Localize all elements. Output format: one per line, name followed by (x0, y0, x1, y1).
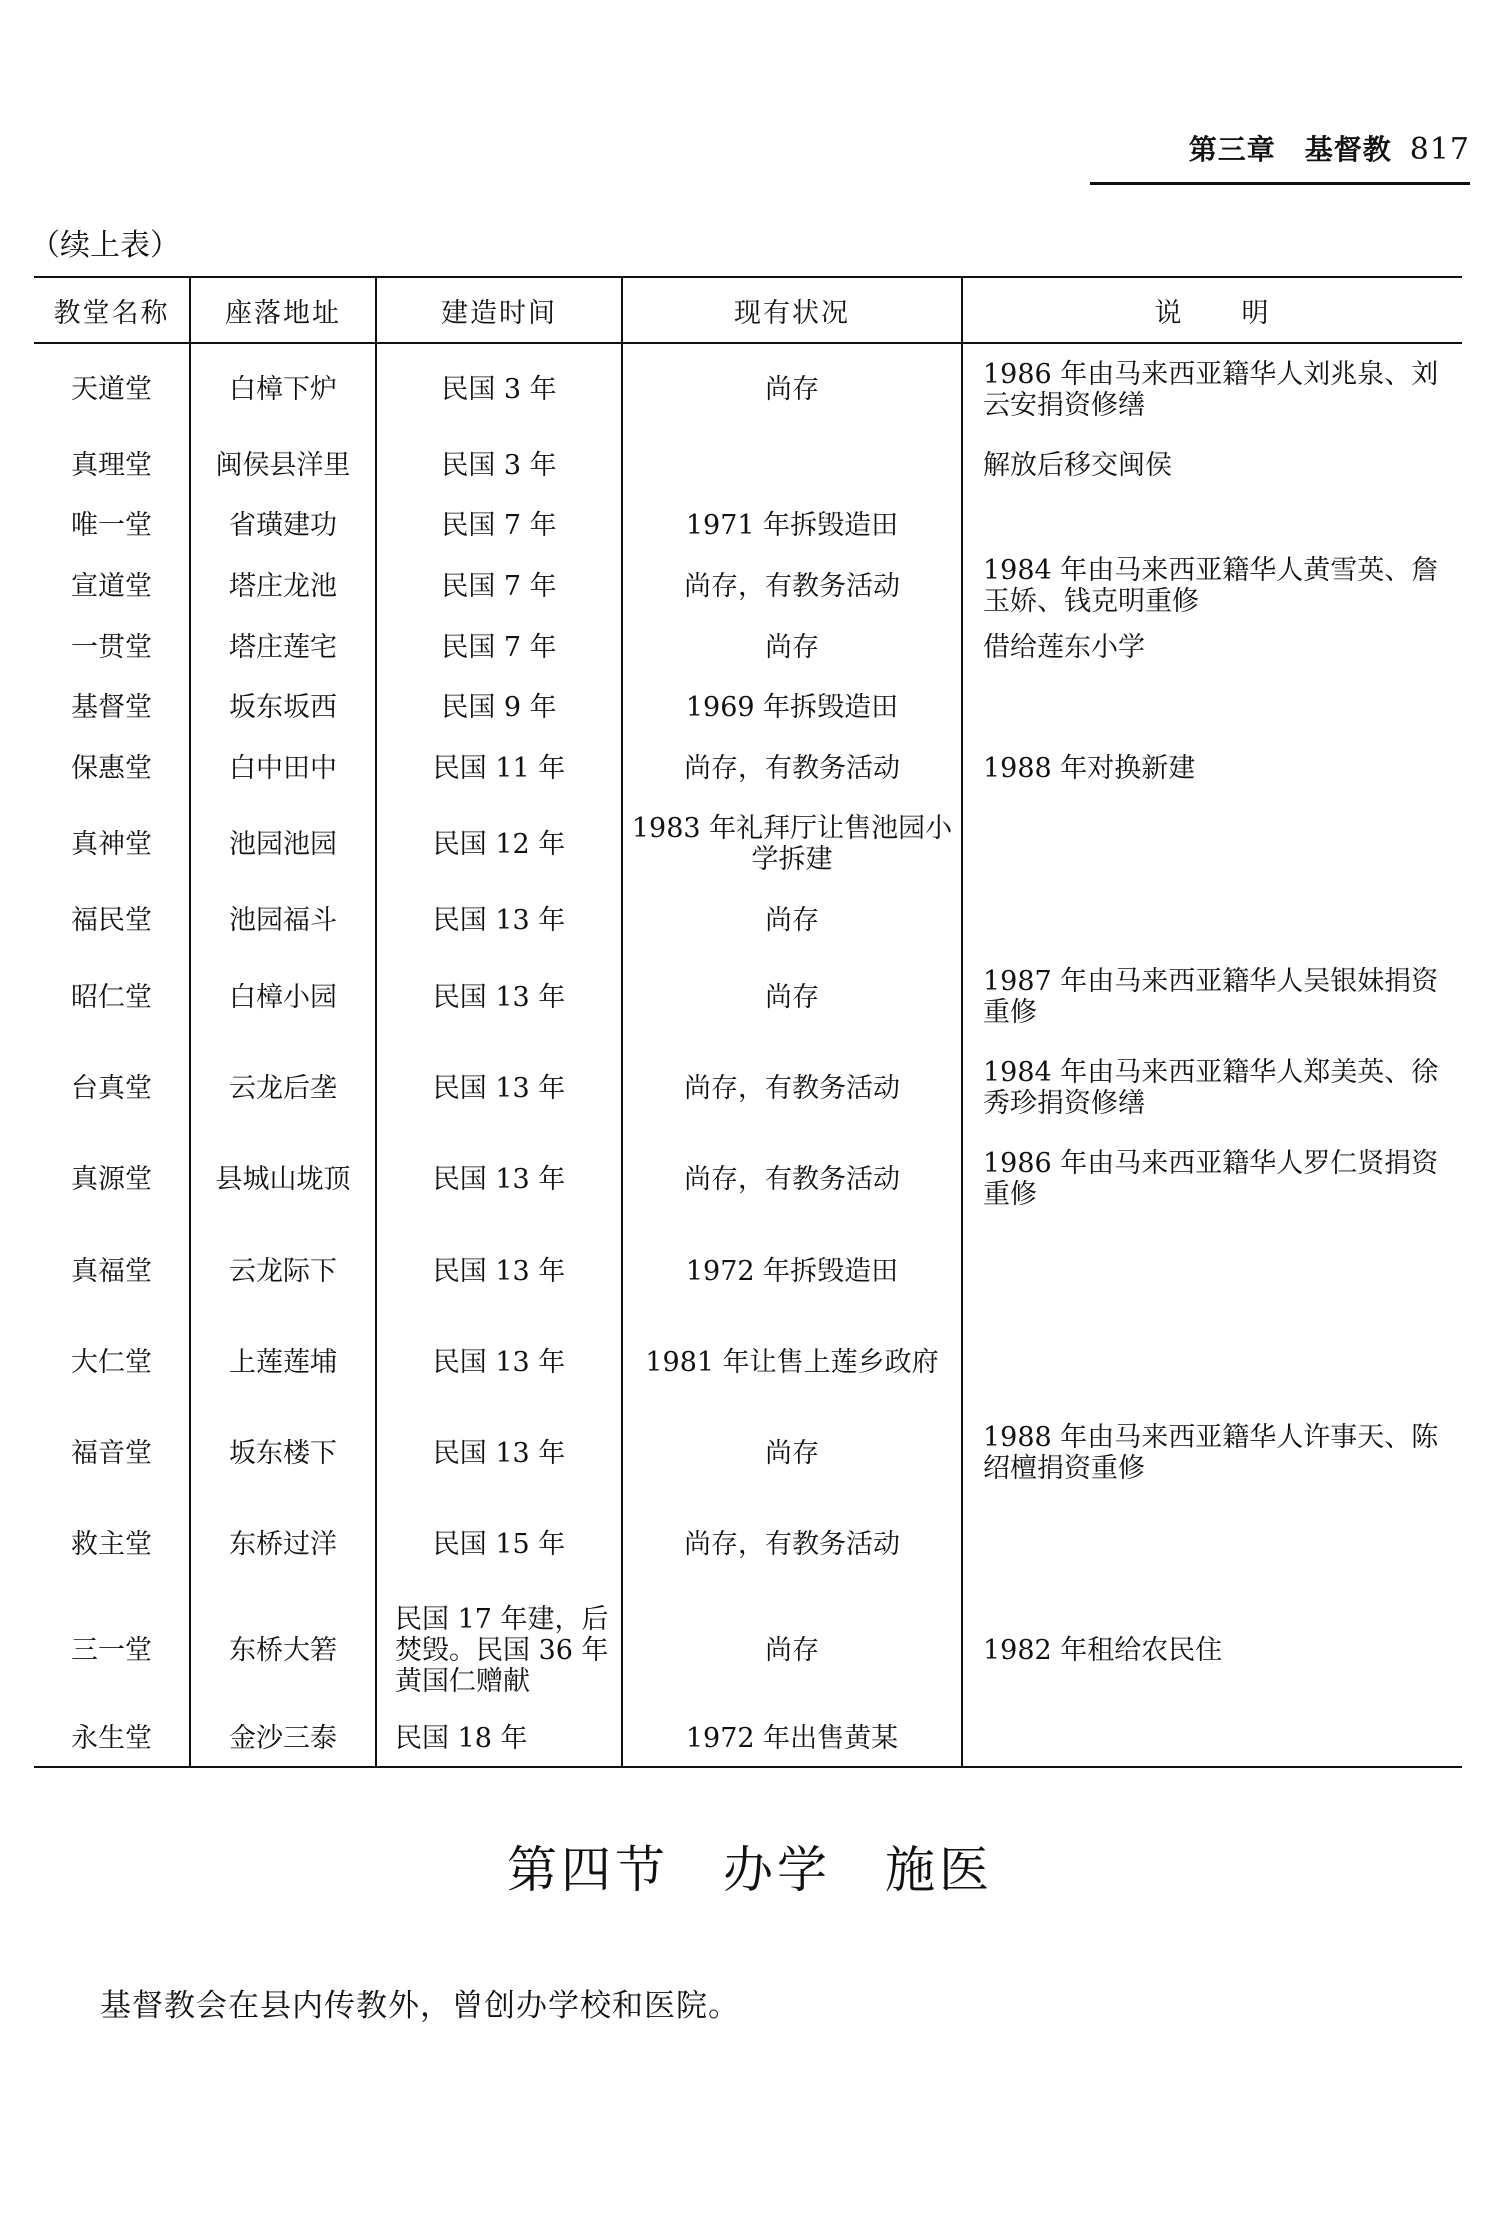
table-row (34, 1043, 1462, 1133)
address-cell: 塔庄龙池 (190, 555, 376, 617)
table-header-row (34, 277, 1462, 343)
church-name: 福音堂 (71, 1437, 152, 1469)
column-header: 现有状况 (622, 277, 962, 343)
built-cell: 民国 13 年 (376, 889, 622, 951)
table-row (34, 1407, 1462, 1499)
church-name: 保惠堂 (71, 752, 152, 784)
table-row (34, 1711, 1462, 1767)
table-row (34, 889, 1462, 951)
column-header: 教堂名称 (34, 277, 190, 343)
table-row (34, 1133, 1462, 1225)
status-cell: 尚存 (622, 889, 962, 951)
note-cell (962, 889, 1462, 951)
address-cell: 东桥过洋 (190, 1499, 376, 1589)
status-cell: 尚存 (622, 617, 962, 677)
status-cell: 尚存 (622, 1407, 962, 1499)
church-name: 永生堂 (71, 1723, 152, 1754)
note-cell (962, 495, 1462, 555)
table-row (34, 677, 1462, 737)
address-cell: 上莲莲埔 (190, 1317, 376, 1407)
church-name: 天道堂 (71, 374, 152, 405)
status-cell: 1971 年拆毁造田 (622, 495, 962, 555)
address-cell: 省璜建功 (190, 495, 376, 555)
table-row (34, 555, 1462, 617)
status-cell: 1983 年礼拜厅让售池园小学拆建 (622, 799, 962, 889)
note-cell: 1987 年由马来西亚籍华人吴银妹捐资重修 (962, 951, 1462, 1043)
address-cell: 县城山垅顶 (190, 1133, 376, 1225)
built-cell: 民国 18 年 (376, 1711, 622, 1767)
built-cell: 民国 7 年 (376, 495, 622, 555)
built-cell: 民国 7 年 (376, 555, 622, 617)
built-cell: 民国 13 年 (376, 1407, 622, 1499)
table-row (34, 1589, 1462, 1711)
status-cell (622, 435, 962, 495)
church-name: 大仁堂 (71, 1346, 152, 1378)
church-name: 真神堂 (71, 828, 152, 860)
note-cell (962, 1225, 1462, 1317)
status-cell: 尚存 (622, 1589, 962, 1711)
address-cell: 云龙际下 (190, 1225, 376, 1317)
note-cell: 1982 年租给农民住 (962, 1589, 1462, 1711)
address-cell: 闽侯县洋里 (190, 435, 376, 495)
note-cell: 1986 年由马来西亚籍华人刘兆泉、刘云安捐资修缮 (962, 343, 1462, 435)
address-cell: 坂东坂西 (190, 677, 376, 737)
address-cell: 坂东楼下 (190, 1407, 376, 1499)
status-cell: 尚存 (622, 343, 962, 435)
built-cell: 民国 3 年 (376, 435, 622, 495)
address-cell: 金沙三泰 (190, 1711, 376, 1767)
header-rule (1090, 182, 1470, 185)
built-cell: 民国 13 年 (376, 1317, 622, 1407)
church-name: 宣道堂 (71, 570, 152, 602)
table-row (34, 495, 1462, 555)
church-name: 一贯堂 (71, 631, 152, 663)
status-cell: 尚存，有教务活动 (622, 1043, 962, 1133)
built-cell: 民国 17 年建，后焚毁。民国 36 年黄国仁赠献 (376, 1589, 622, 1711)
church-name: 真源堂 (71, 1163, 152, 1195)
table-row (34, 435, 1462, 495)
note-cell (962, 1317, 1462, 1407)
table-row (34, 343, 1462, 435)
note-cell: 1986 年由马来西亚籍华人罗仁贤捐资重修 (962, 1133, 1462, 1225)
note-cell (962, 677, 1462, 737)
built-cell: 民国 3 年 (376, 343, 622, 435)
church-name: 三一堂 (71, 1634, 152, 1666)
column-header: 建造时间 (376, 277, 622, 343)
address-cell: 白中田中 (190, 737, 376, 799)
status-cell: 尚存，有教务活动 (622, 737, 962, 799)
church-name: 昭仁堂 (71, 981, 152, 1013)
address-cell: 白樟小园 (190, 951, 376, 1043)
chapter-title: 第三章 基督教 (1188, 133, 1392, 166)
built-cell: 民国 13 年 (376, 1225, 622, 1317)
church-name: 救主堂 (71, 1528, 152, 1560)
built-cell: 民国 15 年 (376, 1499, 622, 1589)
church-name: 福民堂 (71, 904, 152, 936)
built-cell: 民国 13 年 (376, 1043, 622, 1133)
table-row (34, 617, 1462, 677)
status-cell: 1972 年出售黄某 (622, 1711, 962, 1767)
note-cell: 1988 年由马来西亚籍华人许事天、陈绍檀捐资重修 (962, 1407, 1462, 1499)
table-row (34, 737, 1462, 799)
status-cell: 尚存，有教务活动 (622, 1133, 962, 1225)
status-cell: 1972 年拆毁造田 (622, 1225, 962, 1317)
church-name: 真福堂 (71, 1255, 152, 1287)
built-cell: 民国 11 年 (376, 737, 622, 799)
church-table (34, 276, 1462, 1768)
address-cell: 白樟下炉 (190, 343, 376, 435)
built-cell: 民国 7 年 (376, 617, 622, 677)
note-cell: 1984 年由马来西亚籍华人黄雪英、詹玉娇、钱克明重修 (962, 555, 1462, 617)
note-cell: 1988 年对换新建 (962, 737, 1462, 799)
note-cell (962, 1711, 1462, 1767)
church-name: 真理堂 (71, 449, 152, 481)
note-cell (962, 1499, 1462, 1589)
note-cell: 1984 年由马来西亚籍华人郑美英、徐秀珍捐资修缮 (962, 1043, 1462, 1133)
note-cell: 借给莲东小学 (962, 617, 1462, 677)
status-cell: 尚存，有教务活动 (622, 555, 962, 617)
status-cell: 1981 年让售上莲乡政府 (622, 1317, 962, 1407)
table-row (34, 1317, 1462, 1407)
note-cell (962, 799, 1462, 889)
table-row (34, 1225, 1462, 1317)
church-name: 基督堂 (71, 691, 152, 723)
table-row (34, 1499, 1462, 1589)
address-cell: 东桥大箬 (190, 1589, 376, 1711)
column-header: 座落地址 (190, 277, 376, 343)
built-cell: 民国 13 年 (376, 951, 622, 1043)
status-cell: 1969 年拆毁造田 (622, 677, 962, 737)
table-row (34, 799, 1462, 889)
built-cell: 民国 9 年 (376, 677, 622, 737)
running-header (1090, 128, 1470, 168)
built-cell: 民国 13 年 (376, 1133, 622, 1225)
table-caption: （续上表） (30, 228, 180, 263)
address-cell: 塔庄莲宅 (190, 617, 376, 677)
note-cell: 解放后移交闽侯 (962, 435, 1462, 495)
page-number: 817 (1409, 132, 1470, 167)
body-paragraph: 基督教会在县内传教外，曾创办学校和医院。 (100, 1988, 740, 2024)
status-cell: 尚存 (622, 951, 962, 1043)
address-cell: 池园福斗 (190, 889, 376, 951)
church-name: 台真堂 (71, 1072, 152, 1104)
church-name: 唯一堂 (71, 509, 152, 541)
address-cell: 池园池园 (190, 799, 376, 889)
built-cell: 民国 12 年 (376, 799, 622, 889)
table-row (34, 951, 1462, 1043)
column-header: 说 明 (962, 277, 1462, 343)
status-cell: 尚存，有教务活动 (622, 1499, 962, 1589)
address-cell: 云龙后垄 (190, 1043, 376, 1133)
section-title: 第四节 办学 施医 (507, 1841, 993, 1899)
